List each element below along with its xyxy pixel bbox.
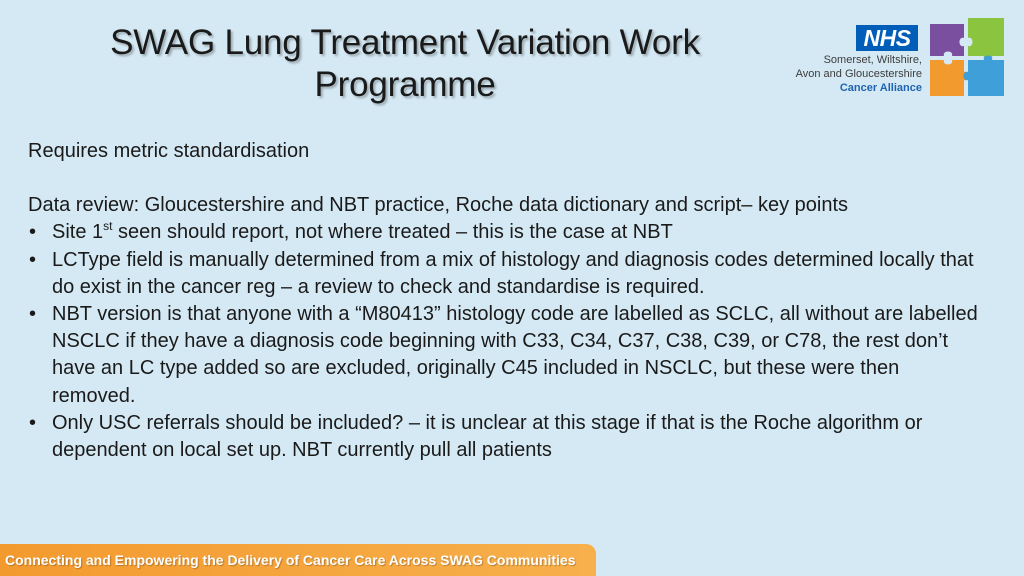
logo-text	[796, 53, 922, 95]
bullet-item: • NBT version is that anyone with a “M80413” histology code are labelled as SCLC, all without are labelled NSCLC if they have a diagnosis code beginning with C33, C34, C37, C38, C39, or C78, the rest don’t have an LC type added so are excluded, originally C45 included in NSCLC, but these were then removed.	[28, 301, 978, 410]
puzzle-piece-green	[968, 18, 1004, 61]
logo-line-3: Cancer Alliance	[839, 82, 922, 94]
nhs-logo: NHS	[856, 25, 918, 51]
puzzle-icon	[928, 16, 1008, 100]
bullet-item: • LCType field is manually determined from a mix of histology and diagnosis codes determined locally that do exist in the cancer reg – a review to check and standardise is required.	[28, 247, 978, 301]
cancer-alliance-logo	[770, 16, 1010, 100]
intro-text: Requires metric standardisation	[28, 140, 310, 162]
key-points-list	[28, 219, 978, 464]
bullet-1-sup: st	[103, 218, 113, 233]
logo-line-1: Somerset, Wiltshire,	[823, 54, 922, 66]
slide-body	[28, 138, 978, 464]
footer-banner	[0, 544, 596, 576]
title-line-1: SWAG Lung Treatment Variation Work	[110, 23, 700, 62]
puzzle-piece-orange	[930, 60, 969, 96]
bullet-1-pre: Site 1	[52, 221, 104, 244]
slide-title	[60, 22, 750, 106]
bullet-item: • Only USC referrals should be included? – it is unclear at this stage if that is the Roche algorithm or dependent on local set up. NBT currently pull all patients	[28, 410, 978, 464]
bullet-item	[28, 219, 978, 246]
title-line-2: Programme	[314, 65, 496, 104]
puzzle-piece-blue	[964, 56, 1005, 97]
spacer	[28, 165, 978, 192]
puzzle-piece-purple	[930, 24, 964, 56]
review-heading: Data review: Gloucestershire and NBT practice, Roche data dictionary and script– key points	[28, 194, 849, 217]
footer-text: Connecting and Empowering the Delivery of Cancer Care Across SWAG Communities	[5, 552, 576, 568]
logo-line-2: Avon and Gloucestershire	[795, 68, 922, 80]
bullet-1-post: seen should report, not where treated – this is the case at NBT	[112, 221, 673, 244]
